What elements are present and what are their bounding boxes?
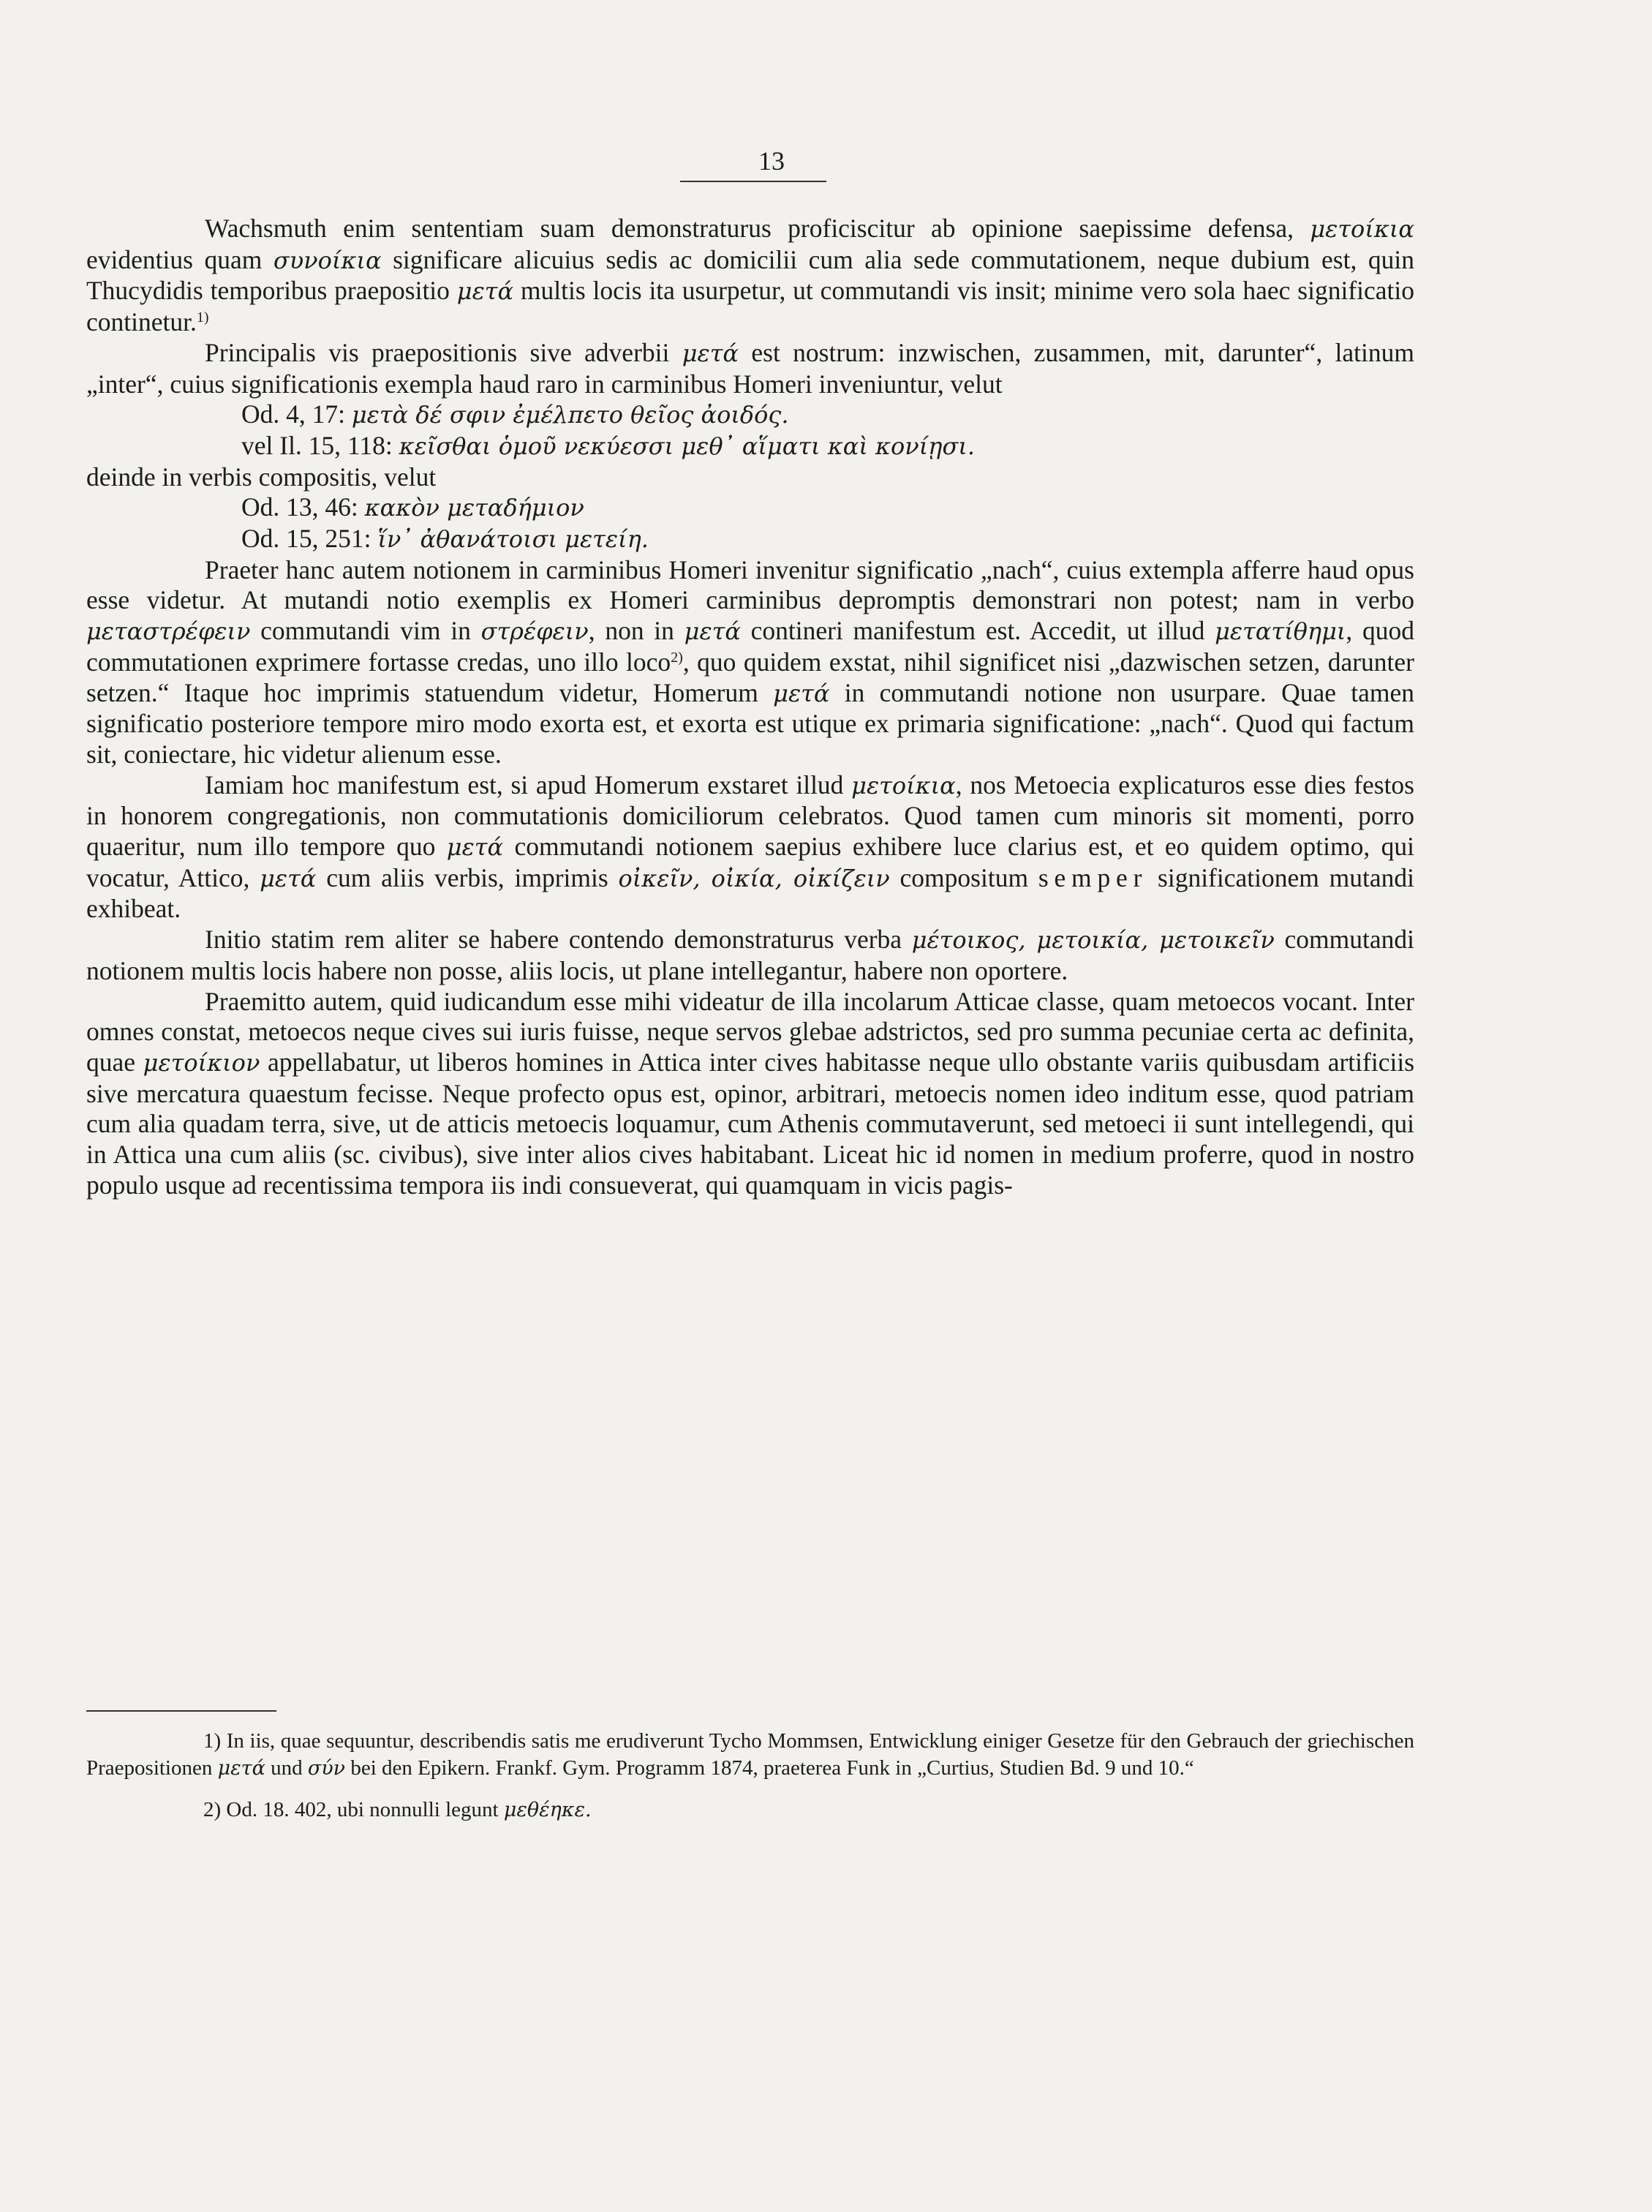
main-text — [86, 214, 1414, 1201]
greek-text: μετὰ δέ σφιν ἐμέλπετο θεῖος ἀοιδός. — [351, 401, 789, 429]
text-run: commutandi notionem multis locis habere non posse, aliis locis, ut plane intellegantur, habere non oportere. — [86, 925, 1414, 985]
footnote — [86, 1797, 1414, 1824]
quotation-line — [86, 431, 1414, 462]
footnote-ref: 2) — [671, 649, 683, 666]
text-run: deinde in verbis compositis, velut — [86, 462, 437, 492]
quotation-line — [86, 492, 1414, 524]
greek-text: μετά — [684, 617, 741, 646]
text-run: significare alicuius sedis ac domicilii cum alia sede commutationem, neque dubium est, quin Thucydidis temporibus praepositio — [86, 244, 1414, 306]
footnote-rule — [86, 1710, 276, 1712]
paragraph — [86, 338, 1414, 399]
greek-text: συνοίκια — [273, 246, 382, 274]
text-run: commutandi notionem saepius exhibere luce clarius est, et eo quidem optimo, qui vocatur, Attico, — [86, 832, 1414, 892]
greek-text: οἰκεῖν, οἰκία, οἰκίζειν — [618, 864, 890, 892]
header-rule — [680, 181, 826, 182]
text-run: 2) Od. 18. 402, ubi nonnulli legunt — [203, 1798, 504, 1821]
paragraph — [86, 770, 1414, 925]
footnote — [86, 1728, 1414, 1782]
greek-text: ἵν᾽ ἀθανάτοισι μετείη. — [377, 525, 649, 554]
greek-text: μετά — [456, 277, 514, 306]
paragraph — [86, 555, 1414, 770]
text-run: cum aliis verbis, imprimis — [316, 862, 619, 892]
greek-text: μετά — [773, 679, 830, 707]
text-run: vel Il. 15, 118: — [241, 430, 399, 460]
text-run: , quo quidem exstat, nihil significet nisi „dazwischen setzen, darunter setzen.“ Itaque hoc imprimis statuendum videtur, Homerum — [86, 647, 1414, 707]
greek-text: μετατίθημι — [1215, 617, 1346, 646]
text-run: contineri manifestum est. Accedit, ut illud — [740, 616, 1215, 646]
footnotes — [86, 1728, 1414, 1824]
paragraph — [86, 462, 1414, 493]
paragraph — [86, 987, 1414, 1201]
text-run: 1) In iis, quae sequuntur, describendis satis me erudiverunt Tycho Mommsen, Entwicklung einiger Gesetze für den Gebrauch der griechischen Praepositionen — [86, 1729, 1414, 1780]
greek-text: κακὸν μεταδήμιον — [364, 494, 584, 522]
text-run: , quod commutationen exprimere fortasse credas, uno illo loco — [86, 616, 1415, 677]
text-run: evidentius quam — [86, 244, 274, 274]
greek-text: μετά — [260, 864, 317, 892]
text-run: est nostrum: inzwischen, zusammen, mit, darunter“, latinum „inter“, cuius significationis exempla haud raro in carminibus Homeri inveniuntur, velut — [86, 337, 1415, 399]
text-run: Initio statim rem aliter se habere contendo demonstraturus verba — [205, 925, 912, 955]
greek-text: μετοίκια — [851, 771, 956, 800]
text-run: in commutandi notione non usurpare. Quae tamen significatio posteriore tempore miro modo exorta est, et exorta est utique ex primaria significatione: „nach“. Quod qui factum sit, coniectare, hic videtur alienum esse. — [86, 677, 1414, 769]
text-run: Principalis vis praepositionis sive adverbii — [205, 337, 682, 367]
text-run: multis locis ita usurpetur, ut commutandi vis insit; minime vero sola haec significatio continetur. — [86, 276, 1414, 337]
text-run: Od. 4, 17: — [241, 399, 352, 429]
text-run: Iamiam hoc manifestum est, si apud Homerum exstaret illud — [205, 770, 852, 800]
text-run: , nos Metoecia explicaturos esse dies festos in honorem congregationis, non commutationis domiciliorum celebratos. Quod tamen cum minoris sit momenti, porro quaeritur, num illo tempore quo — [86, 770, 1414, 862]
paragraph — [86, 925, 1414, 986]
text-run: Praeter hanc autem notionem in carminibus Homeri invenitur significatio „nach“, cuius extempla afferre haud opus esse videtur. At mutandi notio exemplis ex Homeri carminibus depromptis demonstrari non potest; nam in verbo — [86, 554, 1414, 615]
text-run: Od. 13, 46: — [241, 492, 365, 522]
quotation-line — [86, 399, 1414, 431]
paragraph — [86, 214, 1414, 338]
text-run: significationem mutandi exhibeat. — [86, 862, 1414, 924]
text-run: appellabatur, ut liberos homines in Attica inter cives habitasse neque ullo obstante variis quibusdam artificiis sive mercatura quaestum fecisse. Neque profecto opus est, opinor, arbitrari, metoecis nomen ideo inditum esse, quod patriam cum alia quadam terra, sive, ut de atticis metoecis loquamur, cum Athenis commutaverunt, sed metoeci ii sunt intellegendi, qui in Attica una cum aliis (sc. civibus), sive inter alios cives habitabant. Liceat hic id nomen in medium proferre, quod in nostro populo usque ad recentissima tempora iis indi consueverat, qui quamquam in vicis pagis- — [86, 1047, 1415, 1200]
greek-text: μέτοικος, μετοικία, μετοικεῖν — [911, 926, 1275, 955]
text-run: Od. 15, 251: — [241, 524, 378, 554]
text-run: Praemitto autem, quid iudicandum esse mihi videatur de illa incolarum Atticae classe, quam metoecos vocant. Inter omnes constat, metoecos neque cives sui iuris fuisse, neque servos glebae adstrictos, sed pro summa pecuniae certa ac definita, quae — [86, 986, 1414, 1077]
quotation-line — [86, 524, 1414, 555]
greek-text: μετοίκια — [1310, 215, 1414, 243]
greek-text: στρέφειν — [480, 617, 589, 646]
text-run: commutandi vim in — [250, 616, 481, 646]
greek-text: σύν — [307, 1756, 346, 1780]
text-run: , non in — [588, 616, 684, 646]
footnote-ref: 1) — [196, 309, 209, 326]
text-run: compositum — [889, 862, 1038, 892]
page-number: 13 — [758, 146, 785, 176]
greek-text: μετοίκιον — [143, 1048, 260, 1077]
greek-text: μετά — [446, 833, 504, 862]
greek-text: μετά — [217, 1756, 265, 1780]
greek-text: μετά — [682, 339, 739, 367]
greek-text: κεῖσθαι ὁμοῦ νεκύεσσι μεθ᾽ αἵματι καὶ κονίῃσι. — [399, 432, 976, 460]
text-run: bei den Epikern. Frankf. Gym. Programm 1874, praeterea Funk in „Curtius, Studien Bd. 9 und 10.“ — [345, 1756, 1194, 1780]
text-run: Wachsmuth enim sententiam suam demonstraturus proficiscitur ab opinione saepissime defensa, — [205, 214, 1310, 243]
text-run: semper — [1038, 862, 1148, 892]
greek-text: μεθέηκε. — [503, 1799, 592, 1821]
text-run: und — [265, 1756, 308, 1780]
greek-text: μεταστρέφειν — [86, 617, 251, 646]
